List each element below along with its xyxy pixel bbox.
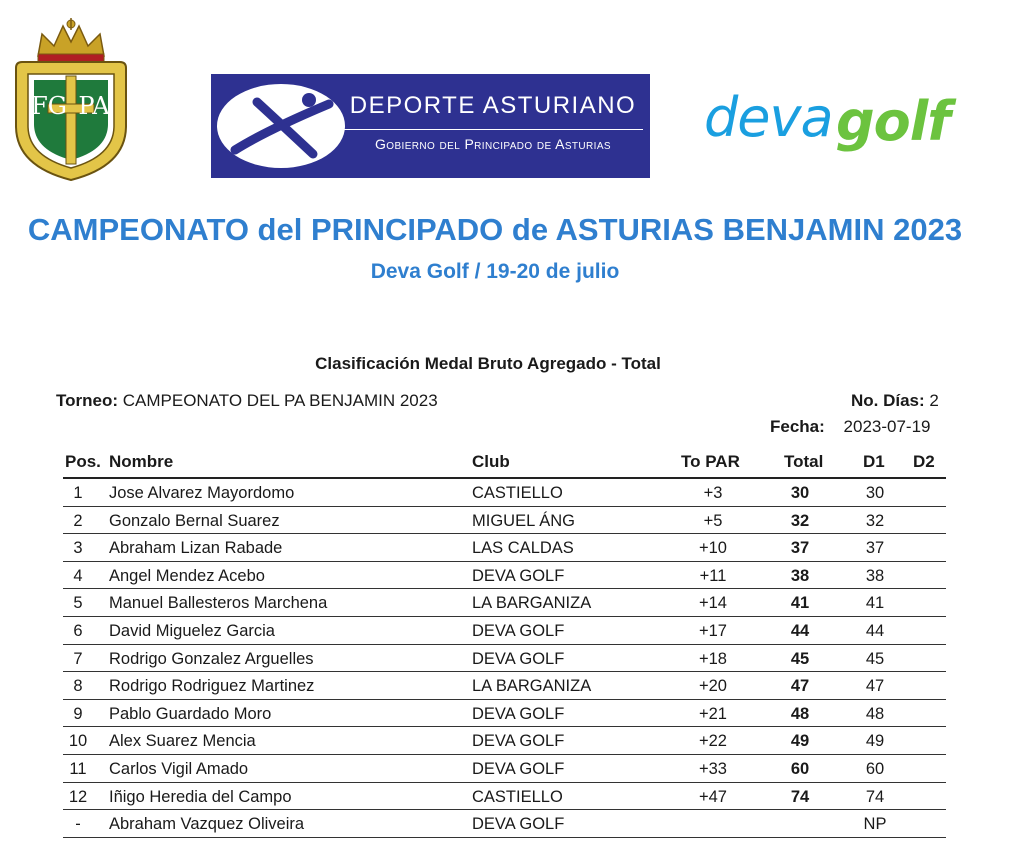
cell-club: LA BARGANIZA xyxy=(472,677,592,696)
table-row xyxy=(63,589,946,617)
table-row xyxy=(63,783,946,811)
dias-label: No. Días: xyxy=(851,391,925,410)
table-row xyxy=(63,617,946,645)
cell-total: 47 xyxy=(790,677,810,696)
cell-name: Alex Suarez Mencia xyxy=(109,732,256,751)
cell-d1: NP xyxy=(863,815,887,834)
cell-name: Rodrigo Gonzalez Arguelles xyxy=(109,649,314,668)
cell-d1: 44 xyxy=(865,621,885,640)
cell-total: 45 xyxy=(790,649,810,668)
cell-name: Manuel Ballesteros Marchena xyxy=(109,594,328,613)
table-row xyxy=(63,562,946,590)
table-row xyxy=(63,810,946,838)
cell-pos: 1 xyxy=(73,484,83,502)
torneo-label: Torneo: xyxy=(56,391,119,410)
cell-club: DEVA GOLF xyxy=(472,815,565,834)
cell-par: +10 xyxy=(699,539,727,558)
golf-word: golf xyxy=(836,90,950,153)
cell-club: DEVA GOLF xyxy=(472,649,565,668)
cell-pos: 12 xyxy=(68,787,88,806)
table-row xyxy=(63,534,946,562)
cell-name: Abraham Lizan Rabade xyxy=(109,539,283,558)
page-title: CAMPEONATO del PRINCIPADO de ASTURIAS BENJAMIN 2023 xyxy=(27,212,963,247)
cell-name: David Miguelez Garcia xyxy=(109,621,275,640)
fecha-value: 2023-07-19 xyxy=(843,417,931,436)
results-table xyxy=(63,448,946,838)
cell-d1: 37 xyxy=(865,539,885,558)
cell-total: 48 xyxy=(790,704,810,723)
cell-par: +5 xyxy=(703,511,723,530)
deporte-line1: DEPORTE ASTURIANO xyxy=(349,92,637,119)
cell-club: LA BARGANIZA xyxy=(472,594,592,613)
table-body xyxy=(63,479,946,838)
table-row xyxy=(63,700,946,728)
deva-golf-logo xyxy=(700,80,970,162)
cell-name: Angel Mendez Acebo xyxy=(109,566,265,585)
fecha-line xyxy=(770,417,931,437)
table-row xyxy=(63,727,946,755)
dias-value: 2 xyxy=(929,391,939,410)
header-pos: Pos. xyxy=(65,452,101,471)
table-row xyxy=(63,672,946,700)
crown-icon xyxy=(38,18,104,62)
cell-club: DEVA GOLF xyxy=(472,759,565,778)
cell-par: +3 xyxy=(703,484,723,502)
dias-line xyxy=(851,391,939,411)
cell-total: 30 xyxy=(790,484,810,502)
cell-pos: - xyxy=(75,815,81,834)
cell-par: +20 xyxy=(699,677,727,696)
cell-total: 49 xyxy=(790,732,810,751)
cell-total: 44 xyxy=(790,621,810,640)
cell-total: 32 xyxy=(790,511,810,530)
table-header xyxy=(63,448,946,479)
cell-par: +17 xyxy=(699,621,727,640)
cell-name: Abraham Vazquez Oliveira xyxy=(109,815,305,834)
table-row xyxy=(63,507,946,535)
cell-par: +21 xyxy=(699,704,727,723)
cell-total: 74 xyxy=(790,787,810,806)
deva-word: deva xyxy=(704,86,833,149)
cell-d1: 41 xyxy=(865,594,885,613)
cell-name: Carlos Vigil Amado xyxy=(109,759,249,778)
header-total: Total xyxy=(784,452,824,471)
cell-par: +33 xyxy=(699,759,727,778)
cell-club: CASTIELLO xyxy=(472,484,563,502)
cell-par: +18 xyxy=(699,649,727,668)
cell-pos: 4 xyxy=(73,566,83,585)
deporte-emblem xyxy=(217,84,345,168)
cell-d1: 60 xyxy=(865,759,885,778)
report-title: Clasificación Medal Bruto Agregado - Total xyxy=(315,354,661,373)
cell-pos: 11 xyxy=(69,759,87,778)
cell-d1: 48 xyxy=(865,704,885,723)
cell-pos: 7 xyxy=(73,649,83,668)
cell-pos: 5 xyxy=(73,594,83,613)
table-row xyxy=(63,755,946,783)
cell-par: +22 xyxy=(699,732,727,751)
cell-pos: 8 xyxy=(73,677,83,696)
cell-club: DEVA GOLF xyxy=(472,621,565,640)
torneo-line xyxy=(56,391,438,411)
cell-club: DEVA GOLF xyxy=(472,704,565,723)
cell-pos: 9 xyxy=(73,704,83,723)
torneo-value: CAMPEONATO DEL PA BENJAMIN 2023 xyxy=(122,391,438,410)
cell-par: +11 xyxy=(699,566,727,585)
header-d2: D2 xyxy=(913,452,935,471)
cell-d1: 38 xyxy=(865,566,885,585)
cell-d1: 74 xyxy=(865,787,885,806)
header-name: Nombre xyxy=(109,452,174,471)
fgpa-pa-letters: PA xyxy=(78,92,110,120)
fecha-label: Fecha: xyxy=(770,417,825,436)
fgpa-fg-letters: FG xyxy=(31,92,67,120)
cell-total: 37 xyxy=(790,539,810,558)
cell-name: Gonzalo Bernal Suarez xyxy=(109,511,280,530)
cell-d1: 47 xyxy=(865,677,885,696)
cell-d1: 32 xyxy=(865,511,885,530)
header-to-par: To PAR xyxy=(681,452,740,471)
cell-d1: 30 xyxy=(865,484,885,502)
cell-name: Jose Alvarez Mayordomo xyxy=(109,484,295,502)
cell-total: 41 xyxy=(790,594,810,613)
cell-pos: 3 xyxy=(73,539,83,558)
cell-pos: 2 xyxy=(73,511,83,530)
cell-club: DEVA GOLF xyxy=(472,566,565,585)
cell-club: CASTIELLO xyxy=(472,787,563,806)
table-row xyxy=(63,479,946,507)
fgpa-logo xyxy=(8,16,134,184)
cell-club: MIGUEL ÁNG xyxy=(472,511,575,530)
cell-d1: 49 xyxy=(865,732,885,751)
cell-pos: 6 xyxy=(73,621,83,640)
table-row xyxy=(63,645,946,673)
cell-club: LAS CALDAS xyxy=(472,539,574,558)
cell-par: +47 xyxy=(699,787,727,806)
cell-name: Pablo Guardado Moro xyxy=(109,704,272,723)
cell-total: 38 xyxy=(790,566,810,585)
cell-pos: 10 xyxy=(68,732,88,751)
deporte-divider xyxy=(343,129,643,130)
cell-d1: 45 xyxy=(865,649,885,668)
deporte-asturiano-logo xyxy=(211,74,650,178)
header-club: Club xyxy=(472,452,510,471)
deporte-line2: Gobierno del Principado de Asturias xyxy=(375,136,611,152)
cell-total: 60 xyxy=(790,759,810,778)
athlete-icon xyxy=(217,84,345,168)
page-subtitle: Deva Golf / 19-20 de julio xyxy=(370,260,620,283)
header-d1: D1 xyxy=(863,452,885,471)
cell-club: DEVA GOLF xyxy=(472,732,565,751)
cell-par: +14 xyxy=(699,594,727,613)
cell-name: Iñigo Heredia del Campo xyxy=(109,787,292,806)
cell-name: Rodrigo Rodriguez Martinez xyxy=(109,677,315,696)
